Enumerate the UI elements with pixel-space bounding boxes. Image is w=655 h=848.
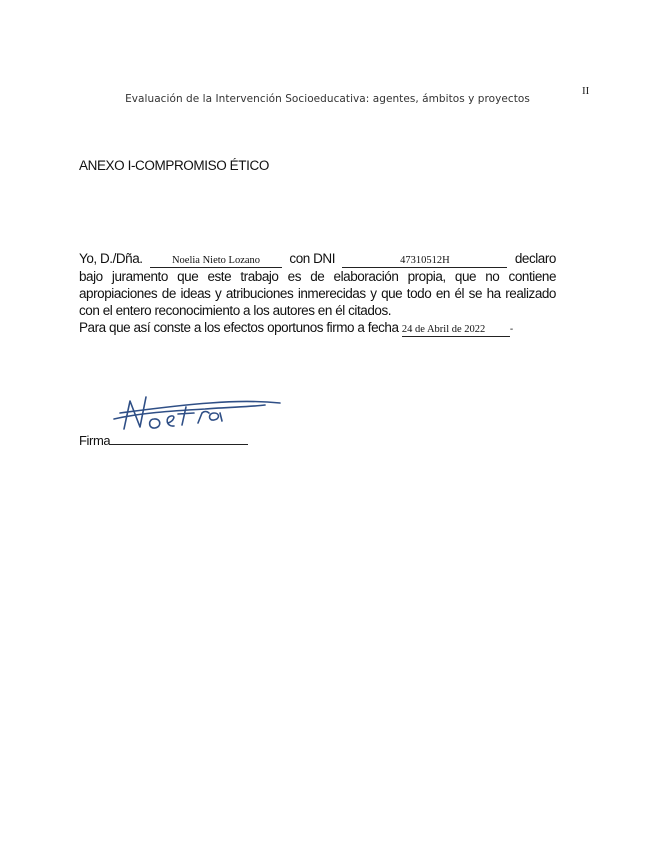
firma-underline (110, 434, 248, 445)
statement-prefix: Yo, D./Dña. (79, 251, 143, 266)
signature-image (110, 383, 290, 435)
section-title: ANEXO I-COMPROMISO ÉTICO (79, 158, 269, 173)
declaro-word: declaro (514, 251, 556, 266)
date-field: 24 de Abril de 2022 (402, 324, 510, 337)
handwritten-signature (110, 383, 290, 435)
statement-closing: Para que así conste a los efectos oportunos firmo a fecha (79, 320, 399, 335)
page-number: II (582, 85, 590, 97)
signature-line (79, 433, 248, 448)
date-field-marker: - (509, 324, 513, 335)
statement-first-line (79, 250, 556, 268)
statement (79, 250, 556, 338)
dni-label: con DNI (289, 251, 336, 266)
statement-body: bajo juramento que este trabajo es de elaboración propia, que no contiene apropiaciones de ideas y atribuciones inmerecidas y que todo en él se ha realizado con el entero reconocimiento a los autores en él citados. (79, 269, 556, 318)
firma-label: Firma (79, 433, 111, 448)
header-title: Evaluación de la Intervención Socioeducativa: agentes, ámbitos y proyectos (125, 93, 530, 105)
statement-closing-line (79, 319, 556, 338)
name-field: Noelia Nieto Lozano (150, 255, 282, 268)
dni-field: 47310512H (342, 255, 507, 268)
